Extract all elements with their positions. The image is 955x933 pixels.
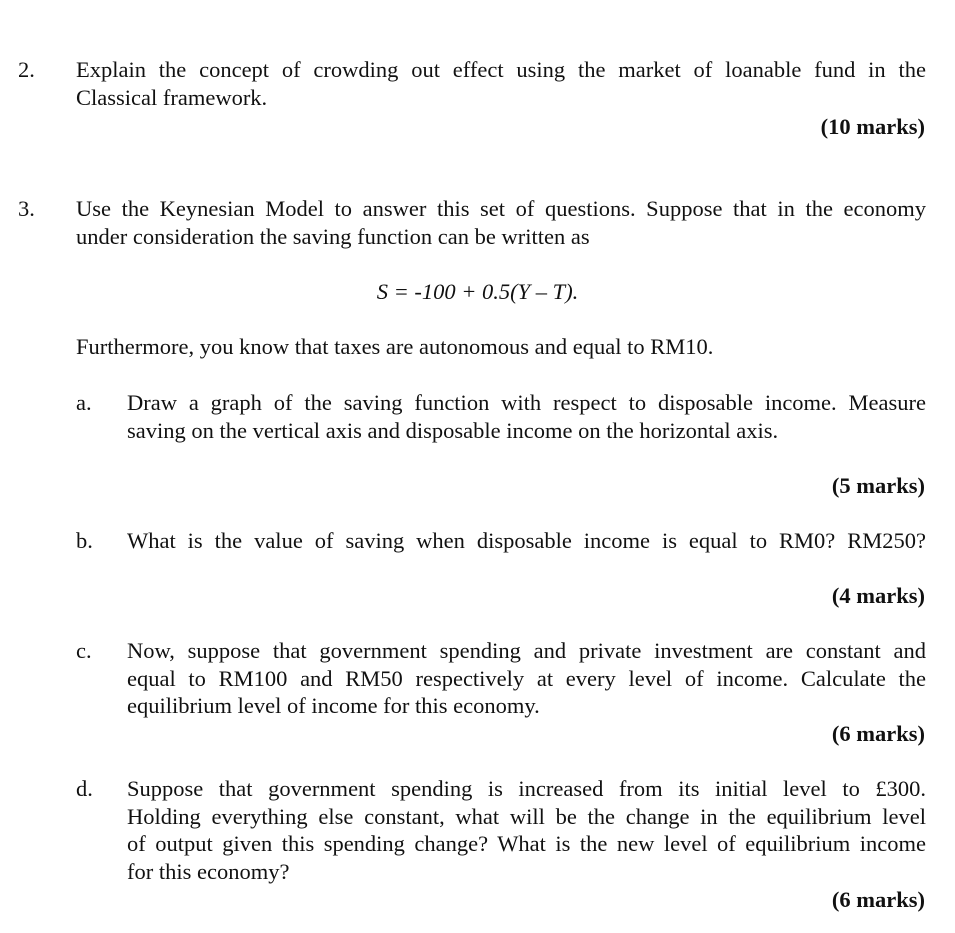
part-b-label: b. xyxy=(76,528,93,553)
part-d-line-4: for this economy? xyxy=(127,858,290,884)
part-d-line-2: Holding everything else constant, what will be the change in the equilibrium level xyxy=(127,803,926,829)
question-2-line-1: Explain the concept of crowding out effect using the market of loanable fund in the xyxy=(76,57,926,82)
question-2-text xyxy=(76,56,926,111)
question-2-marks: (10 marks) xyxy=(820,114,925,139)
tax-sentence xyxy=(76,333,926,361)
part-c-marks: (6 marks) xyxy=(831,721,925,746)
part-d-text xyxy=(127,775,926,885)
part-b-line-1: What is the value of saving when disposable income is equal to RM0? RM250? xyxy=(127,528,926,553)
part-d-marks: (6 marks) xyxy=(831,887,925,912)
question-3-line-1: Use the Keynesian Model to answer this set of questions. Suppose that in the economy xyxy=(76,196,926,221)
part-b-marks: (4 marks) xyxy=(831,583,925,608)
part-c-line-1: Now, suppose that government spending and private investment are constant and xyxy=(127,638,926,663)
question-2-line-2: Classical framework. xyxy=(76,84,268,110)
question-3-number: 3. xyxy=(18,196,35,221)
question-3-intro xyxy=(76,195,926,250)
part-b-text xyxy=(127,527,926,555)
part-c-text xyxy=(127,637,926,720)
part-c-line-2: equal to RM100 and RM50 respectively at every level of income. Calculate the xyxy=(127,665,926,691)
part-a-marks: (5 marks) xyxy=(831,473,925,498)
part-a-line-2: saving on the vertical axis and disposable income on the horizontal axis. xyxy=(127,417,779,443)
part-c-line-3: equilibrium level of income for this economy. xyxy=(127,693,540,718)
part-a-line-1: Draw a graph of the saving function with respect to disposable income. Measure xyxy=(127,390,926,415)
saving-function-formula: S = -100 + 0.5(Y – T). xyxy=(376,279,579,304)
part-a-text xyxy=(127,389,926,444)
part-d-line-3: of output given this spending change? What is the new level of equilibrium income xyxy=(127,831,926,856)
question-2-number: 2. xyxy=(18,57,35,82)
part-a-label: a. xyxy=(76,390,92,415)
part-d-line-1: Suppose that government spending is increased from its initial level to £300. xyxy=(127,776,926,801)
tax-sentence-line: Furthermore, you know that taxes are autonomous and equal to RM10. xyxy=(76,334,714,359)
part-c-label: c. xyxy=(76,638,92,663)
part-d-label: d. xyxy=(76,776,93,801)
question-3-line-2: under consideration the saving function can be written as xyxy=(76,223,590,249)
